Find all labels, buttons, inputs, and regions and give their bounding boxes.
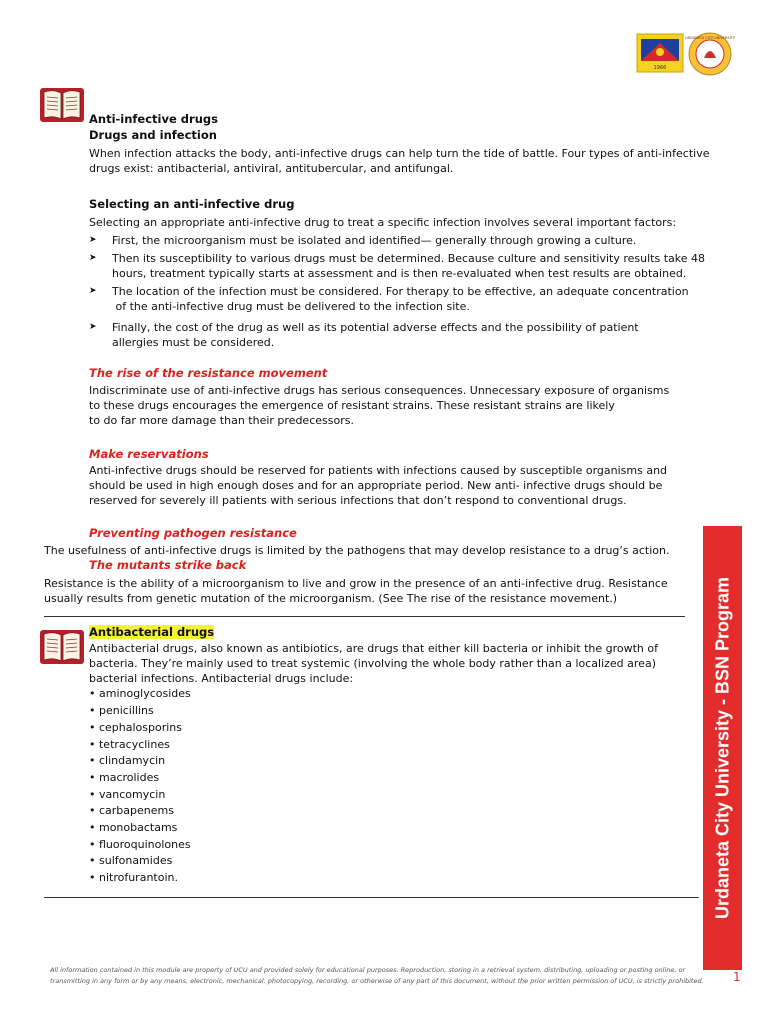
seal-year: 1966 [653,65,667,71]
resistance-paragraph: Indiscriminate use of anti-infective drugs has serious consequences. Unnecessary exposure of organisms to these drugs encourages the emergence of resistant strains. These resistant strains are likely to do far more damage than their predecessors. [89,384,670,427]
pathogen-heading: Preventing pathogen resistance [89,526,297,540]
list-item: • nitrofurantoin. [89,871,178,884]
list-item: • clindamycin [89,754,166,767]
list-item: • macrolides [89,771,160,784]
list-item: • monobactams [89,821,178,834]
list-item: • cephalosporins [89,721,183,734]
mutants-heading: The mutants strike back [89,558,247,572]
book-icon [39,628,85,666]
list-item: • aminoglycosides [89,687,191,700]
divider [44,897,699,898]
arrow-bullet-icon: ➤ [89,322,97,332]
arrow-bullet-icon: ➤ [89,235,97,245]
antibacterial-heading: Antibacterial drugs [89,625,215,639]
resistance-heading: The rise of the resistance movement [89,366,328,380]
footer-disclaimer: All information contained in this module are property of UCU and provided solely for educational purposes. Reproduction, storing in a retrieval system, distributing, uploading or posting online, or transmitting in any form or by any means, electronic, mechanical, photocopying, recording, or otherwise of any part of this document, without the prior written permission of UCU, is strictly prohibited. [50,966,704,985]
intro-paragraph: When infection attacks the body, anti-infective drugs can help turn the tide of battle. Four types of anti-infective drugs exist: antibacterial, antiviral, antitubercular, and antifungal. [89,147,710,175]
program-sidebar [703,526,742,970]
selecting-intro: Selecting an appropriate anti-infective drug to treat a specific infection involves several important factors: [89,216,677,229]
seal-text: URDANETA CITY UNIVERSITY [685,36,735,40]
arrow-bullet-icon: ➤ [89,286,97,296]
sidebar-text: Urdaneta City University - BSN Program [712,576,732,920]
list-item: • fluoroquinolones [89,838,191,851]
seal-logo-left [636,33,684,73]
list-item: • carbapenems [89,804,174,817]
selecting-heading: Selecting an anti-infective drug [89,197,295,211]
list-item: • penicillins [89,704,154,717]
divider [44,616,685,617]
book-icon [39,86,85,124]
mutants-paragraph: Resistance is the ability of a microorganism to live and grow in the presence of an anti-infective drug. Resistance usually results from genetic mutation of the microorganism. (See The rise of the resistance movement.) [44,577,668,605]
antibacterial-paragraph: Antibacterial drugs, also known as antibiotics, are drugs that either kill bacteria or inhibit the growth of bacteria. They’re mainly used to treat systemic (involving the whole body rather than a localized area) bacterial infections. Antibacterial drugs include: [89,642,659,685]
reservations-heading: Make reservations [89,447,209,461]
list-item: • vancomycin [89,788,166,801]
section-title: Anti-infective drugs [89,112,218,126]
arrow-bullet-icon: ➤ [89,253,97,263]
university-seal-icon [685,32,735,76]
list-item: • tetracyclines [89,738,170,751]
reservations-paragraph: Anti-infective drugs should be reserved for patients with infections caused by susceptible organisms and should be used in high enough doses and for an appropriate period. New anti- infective drugs should be reserved for severely ill patients with serious infections that don’t respond to conventional drugs. [89,464,668,507]
pathogen-paragraph: The usefulness of anti-infective drugs is limited by the pathogens that may develop resistance to a drug’s action. [44,544,670,557]
list-item: • sulfonamides [89,854,173,867]
section-subtitle: Drugs and infection [89,128,217,142]
page-number: 1 [733,970,741,984]
